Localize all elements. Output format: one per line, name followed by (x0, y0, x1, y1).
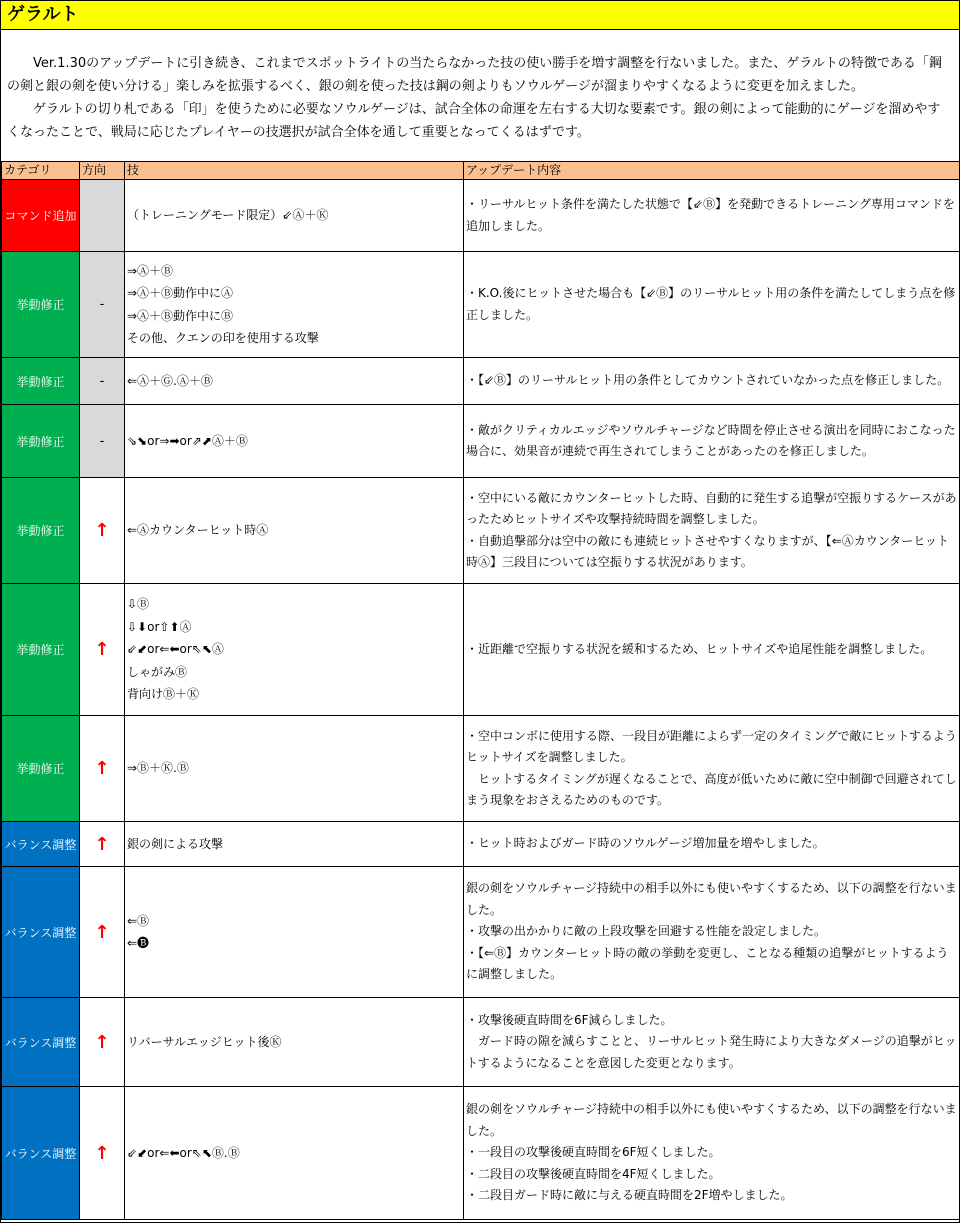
move-command: ⇒Ⓐ＋Ⓑ動作中にⒷ (127, 308, 234, 323)
move-cell (125, 1087, 464, 1220)
move-cell (125, 478, 464, 584)
move-command: ⇩⬇or⇧⬆Ⓐ (127, 619, 192, 634)
category-cell: 挙動修正 (2, 252, 80, 358)
category-cell: 挙動修正 (2, 405, 80, 478)
update-description-line: ・攻撃の出かかりに敵の上段攻撃を回避する性能を設定しました。 (466, 924, 827, 939)
move-command: ⇩Ⓑ (127, 597, 150, 612)
move-command: ⇒Ⓑ＋Ⓚ.Ⓑ (127, 761, 189, 776)
move-command: ⇐Ⓐカウンターヒット時Ⓐ (127, 523, 269, 538)
direction-cell (80, 478, 125, 584)
header-move: 技 (125, 162, 464, 180)
category-cell: バランス調整 (2, 998, 80, 1087)
table-row (2, 478, 960, 584)
move-cell (125, 998, 464, 1087)
move-command: ⇒Ⓐ＋Ⓑ (127, 263, 174, 278)
table-row (2, 252, 960, 358)
update-description-line: ・リーサルヒット条件を満たした状態で【⇙Ⓑ】を発動できるトレーニング専用コマンドを追加しました。 (466, 197, 955, 233)
table-row (2, 405, 960, 478)
move-command: 銀の剣による攻撃 (127, 836, 224, 851)
category-cell: バランス調整 (2, 822, 80, 867)
update-description-line: ・自動追撃部分は空中の敵にも連続ヒットさせやすくなりますが、【⇐Ⓐカウンターヒット時Ⓐ】三段目については空振りする状況があります。 (466, 533, 949, 569)
update-description-cell (464, 716, 960, 822)
update-description-line: 銀の剣をソウルチャージ持続中の相手以外にも使いやすくするため、以下の調整を行ないました。 (466, 1102, 957, 1138)
move-command: ⇘⬊or⇒➡or⇗⬈Ⓐ＋Ⓑ (127, 433, 248, 448)
move-cell (125, 584, 464, 716)
update-description-cell (464, 867, 960, 998)
move-command: その他、クエンの印を使用する攻撃 (127, 331, 319, 345)
update-description-line: ・二段目の攻撃後硬直時間を4F短くしました。 (466, 1166, 721, 1181)
update-description-line: ・【⇐Ⓑ】カウンターヒット時の敵の挙動を変更し、ことなる種類の追撃がヒットするように調整しました。 (466, 945, 949, 982)
up-arrow-icon: ↑ (94, 639, 110, 660)
update-table (1, 161, 960, 1220)
direction-cell (80, 867, 125, 998)
update-description-cell (464, 252, 960, 358)
category-cell: 挙動修正 (2, 358, 80, 405)
direction-cell (80, 180, 125, 252)
table-row (2, 180, 960, 252)
move-command: ⇐Ⓐ＋Ⓖ.Ⓐ＋Ⓑ (127, 373, 213, 388)
update-description-line: ・敵がクリティカルエッジやソウルチャージなど時間を停止させる演出を同時におこなった場合に、効果音が連続で再生されてしまうことがあったのを修正しました。 (466, 422, 956, 458)
direction-cell (80, 822, 125, 867)
update-description-cell (464, 584, 960, 716)
table-row (2, 716, 960, 822)
intro-text (1, 30, 959, 161)
category-cell: バランス調整 (2, 1087, 80, 1220)
update-description-line: 銀の剣をソウルチャージ持続中の相手以外にも使いやすくするため、以下の調整を行ないました。 (466, 881, 957, 917)
move-command: しゃがみⒷ (127, 664, 188, 679)
category-cell: 挙動修正 (2, 716, 80, 822)
update-description-line: ・攻撃後硬直時間を6F減らしました。 (466, 1012, 673, 1027)
move-cell (125, 716, 464, 822)
update-description-cell (464, 180, 960, 252)
update-description-line: ・K.O.後にヒットさせた場合も【⇙Ⓑ】のリーサルヒット用の条件を満たしてしまう点を修正しました。 (466, 286, 956, 322)
move-cell (125, 180, 464, 252)
table-row (2, 998, 960, 1087)
table-row (2, 1087, 960, 1220)
move-command: ⇐🅑 (127, 936, 150, 950)
direction-cell (80, 405, 125, 478)
update-description-line: ガード時の隙を減らすことと、リーサルヒット発生時により大きなダメージの追撃がヒットするようになることを意図した変更となります。 (466, 1034, 957, 1070)
intro-paragraph: ゲラルトの切り札である「印」を使うために必要なソウルゲージは、試合全体の命運を左右する大切な要素です。銀の剣によって能動的にゲージを溜めやすくなったことで、戦局に応じたプレイヤーの技選択が試合全体を通して重要となってくるはずです。 (7, 102, 941, 140)
move-cell (125, 405, 464, 478)
up-arrow-icon: ↑ (94, 758, 110, 779)
table-row (2, 867, 960, 998)
update-description-line: ヒットするタイミングが遅くなることで、高度が低いために敵に空中制御で回避されてしまう現象をおさえるためのものです。 (466, 771, 957, 807)
move-cell (125, 252, 464, 358)
move-cell (125, 822, 464, 867)
move-command: リバーサルエッジヒット後Ⓚ (127, 1034, 282, 1049)
table-row (2, 358, 960, 405)
category-cell: バランス調整 (2, 867, 80, 998)
update-description-line: ・一段目の攻撃後硬直時間を6F短くしました。 (466, 1145, 721, 1160)
up-arrow-icon: ↑ (94, 921, 110, 943)
move-command: ⇙⬋or⇐⬅or⇖⬉Ⓑ.Ⓑ (127, 1145, 240, 1160)
update-description-line: ・近距離で空振りする状況を緩和するため、ヒットサイズや追尾性能を調整しました。 (466, 641, 933, 656)
direction-cell (80, 998, 125, 1087)
direction-cell (80, 358, 125, 405)
direction-cell (80, 584, 125, 716)
update-description-line: ・空中コンボに使用する際、一段目が距離によらず一定のタイミングで敵にヒットするようヒットサイズを調整しました。 (466, 728, 957, 764)
update-description-cell (464, 822, 960, 867)
character-title: ゲラルト (1, 1, 959, 30)
header-category: カテゴリ (2, 162, 80, 180)
move-command: ⇐Ⓑ (127, 913, 150, 928)
up-arrow-icon: ↑ (94, 520, 110, 541)
up-arrow-icon: ↑ (94, 1142, 110, 1164)
table-header-row (2, 162, 960, 180)
category-cell: コマンド追加 (2, 180, 80, 252)
category-cell: 挙動修正 (2, 584, 80, 716)
update-description-line: ・空中にいる敵にカウンターヒットした時、自動的に発生する追撃が空振りするケースがあったためヒットサイズや攻撃持続時間を調整しました。 (466, 490, 957, 526)
header-direction: 方向 (80, 162, 125, 180)
up-arrow-icon: ↑ (94, 833, 110, 855)
update-description-line: ・二段目ガード時に敵に与える硬直時間を2F増やしました。 (466, 1188, 793, 1203)
update-description-line: ・ヒット時およびガード時のソウルゲージ増加量を増やしました。 (466, 836, 825, 851)
move-command: 背向けⒷ＋Ⓚ (127, 687, 200, 702)
direction-value: - (99, 373, 105, 389)
direction-cell (80, 1087, 125, 1220)
direction-value: - (99, 433, 105, 449)
update-description-cell (464, 478, 960, 584)
direction-value: - (99, 297, 105, 312)
header-update: アップデート内容 (464, 162, 960, 180)
update-description-cell (464, 405, 960, 478)
direction-cell (80, 716, 125, 822)
table-row (2, 822, 960, 867)
move-cell (125, 358, 464, 405)
update-description-cell (464, 358, 960, 405)
table-body (2, 180, 960, 1220)
update-description-cell (464, 1087, 960, 1220)
up-arrow-icon: ↑ (94, 1031, 110, 1053)
table-row (2, 584, 960, 716)
update-description-line: ・【⇙Ⓑ】のリーサルヒット用の条件としてカウントされていなかった点を修正しました。 (466, 373, 950, 388)
move-command: ⇒Ⓐ＋Ⓑ動作中にⒶ (127, 286, 234, 300)
move-command: （トレーニングモード限定）⇙Ⓐ＋Ⓚ (127, 208, 329, 223)
update-description-cell (464, 998, 960, 1087)
category-cell: 挙動修正 (2, 478, 80, 584)
move-cell (125, 867, 464, 998)
move-command: ⇙⬋or⇐⬅or⇖⬉Ⓐ (127, 642, 224, 657)
intro-paragraph: Ver.1.30のアップデートに引き続き、これまでスポットライトの当たらなかった技の使い勝手を増す調整を行ないました。また、ゲラルトの特徴である「鋼の剣と銀の剣を使い分ける」楽しみを拡張するべく、銀の剣を使った技は鋼の剣よりもソウルゲージが溜まりやすくなるように変更を加えました。 (7, 56, 942, 94)
direction-cell (80, 252, 125, 358)
